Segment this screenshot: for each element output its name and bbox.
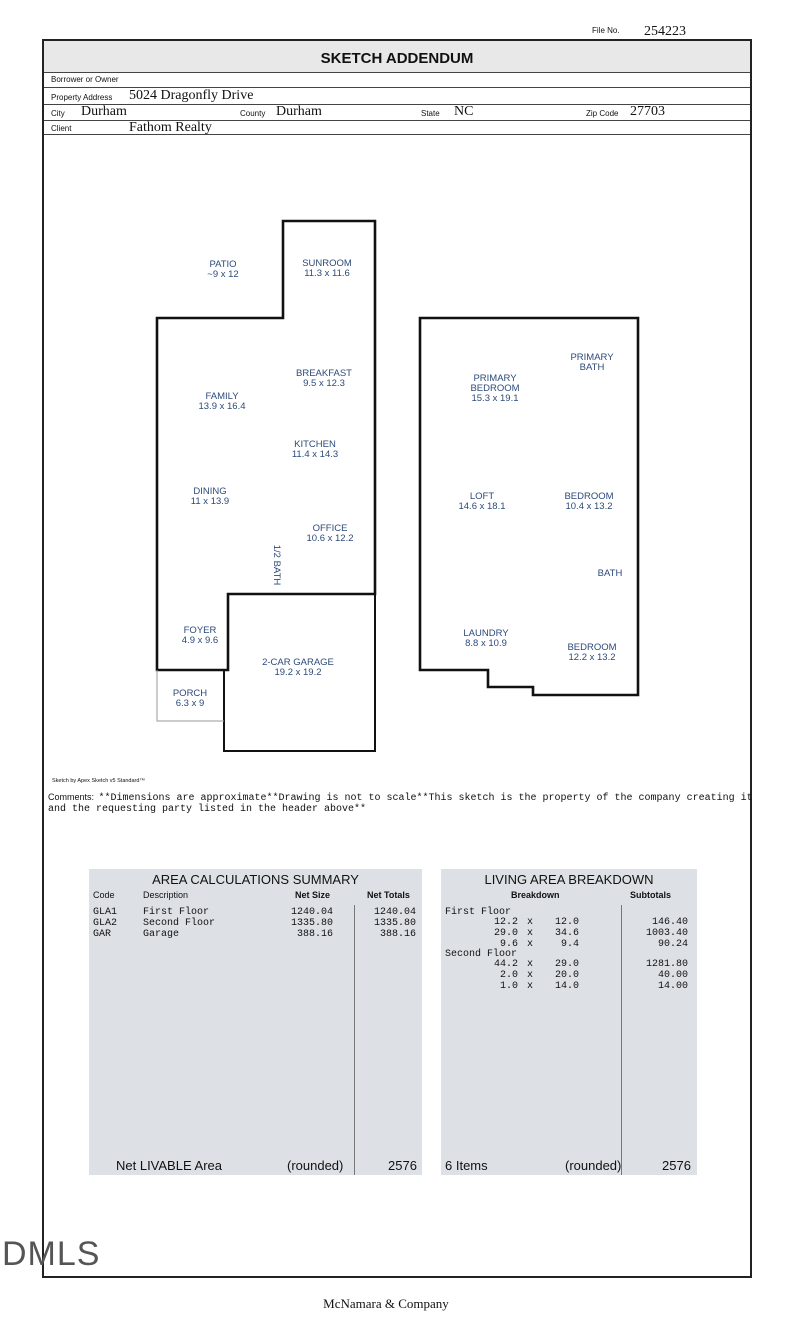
net-livable-total: 2576: [388, 1158, 417, 1173]
area-total: 1335.80: [373, 918, 416, 929]
breakdown-sub: 1003.40: [645, 928, 688, 939]
breakdown-a: 44.2: [493, 959, 518, 970]
room-bedroom-b-name: BEDROOM: [567, 642, 617, 653]
property-value: 5024 Dragonfly Drive: [129, 88, 254, 103]
room-bedroom-a-name: BEDROOM: [564, 491, 614, 502]
breakdown-sub: 40.00: [657, 970, 688, 981]
breakdown-b: 9.4: [560, 939, 579, 950]
breakdown-b: 14.0: [554, 981, 579, 992]
room-garage: [255, 658, 341, 678]
city-label: City: [51, 109, 65, 118]
area-row-2: [89, 929, 422, 940]
col-breakdown: Breakdown: [511, 890, 560, 900]
room-sunroom-name: SUNROOM: [302, 258, 352, 269]
area-code: GLA1: [93, 907, 118, 918]
breakdown-b: 12.0: [554, 917, 579, 928]
zip-value: 27703: [630, 104, 665, 119]
breakdown-a: 1.0: [499, 981, 518, 992]
col-net-size: Net Size: [295, 890, 331, 900]
state-label: State: [421, 109, 440, 118]
breakdown-items-count: 6 Items: [445, 1158, 488, 1173]
room-patio-name: PATIO: [209, 259, 237, 270]
company-footer: McNamara & Company: [323, 1296, 449, 1311]
area-size: 388.16: [296, 929, 333, 940]
area-row-1: [89, 918, 422, 929]
breakdown-x: x: [527, 928, 534, 939]
area-total: 388.16: [379, 929, 416, 940]
room-family: [182, 392, 262, 412]
area-size: 1240.04: [290, 907, 333, 918]
dmls-watermark: DMLS: [2, 1235, 101, 1273]
room-primary-bath-name1: PRIMARY: [570, 352, 614, 363]
area-desc: Second Floor: [143, 918, 216, 929]
breakdown-a: 29.0: [493, 928, 518, 939]
breakdown-row-5: [441, 981, 697, 992]
comments-label: Comments:: [48, 792, 95, 802]
room-breakfast: [288, 369, 360, 389]
breakdown-sub: 90.24: [657, 939, 688, 950]
room-loft-dims: 14.6 x 18.1: [458, 501, 506, 512]
property-label: Property Address: [51, 93, 113, 102]
breakdown-a: 2.0: [499, 970, 518, 981]
breakdown-sub: 1281.80: [645, 959, 688, 970]
room-kitchen: [277, 440, 353, 460]
city-value: Durham: [81, 104, 127, 119]
area-size: 1335.80: [290, 918, 333, 929]
breakdown-b: 20.0: [554, 970, 579, 981]
col-net-totals: Net Totals: [367, 890, 410, 900]
room-foyer-name: FOYER: [183, 625, 217, 636]
breakdown-x: x: [527, 959, 534, 970]
room-foyer: [170, 626, 230, 646]
comments-line2: and the requesting party listed in the header above**: [48, 804, 367, 815]
col-code: Code: [93, 890, 115, 900]
room-patio: [193, 260, 253, 280]
living-breakdown-panel: [441, 869, 697, 1175]
room-bedroom-a: [553, 492, 625, 512]
room-kitchen-name: KITCHEN: [294, 439, 336, 450]
room-primary-bedroom-dims: 15.3 x 19.1: [471, 393, 519, 404]
borrower-label: Borrower or Owner: [51, 75, 119, 84]
room-sunroom: [291, 259, 363, 279]
sketch-credit: Sketch by Apex Sketch v5 Standard™: [52, 778, 145, 784]
area-summary-title: AREA CALCULATIONS SUMMARY: [152, 872, 359, 887]
room-laundry-name: LAUNDRY: [463, 628, 509, 639]
room-garage-name: 2-CAR GARAGE: [262, 657, 334, 668]
col-description: Description: [143, 890, 189, 900]
room-porch: [162, 689, 218, 709]
breakdown-row-3: [441, 959, 697, 970]
room-bedroom-b-dims: 12.2 x 13.2: [568, 652, 616, 663]
room-loft: [447, 492, 517, 512]
comments-block: [48, 790, 753, 815]
room-porch-name: PORCH: [172, 688, 208, 699]
room-primary-bath: [561, 353, 623, 373]
room-breakfast-dims: 9.5 x 12.3: [303, 378, 345, 389]
breakdown-a: 12.2: [493, 917, 518, 928]
breakdown-x: x: [527, 917, 534, 928]
county-label: County: [240, 109, 266, 118]
breakdown-sub: 146.40: [651, 917, 688, 928]
room-family-name: FAMILY: [205, 391, 239, 402]
breakdown-a: 9.6: [499, 939, 518, 950]
room-primary-bedroom: [459, 374, 531, 404]
room-office-dims: 10.6 x 12.2: [306, 533, 354, 544]
breakdown-rounded: (rounded): [565, 1158, 622, 1173]
net-livable-label: Net LIVABLE Area: [116, 1158, 222, 1173]
net-livable-rounded: (rounded): [287, 1158, 344, 1173]
living-breakdown-title: LIVING AREA BREAKDOWN: [484, 872, 654, 887]
room-breakfast-name: BREAKFAST: [296, 368, 352, 379]
area-row-0: [89, 907, 422, 918]
breakdown-sub: 14.00: [657, 981, 688, 992]
area-summary-panel: [89, 869, 422, 1175]
area-summary-divider: [354, 905, 355, 1175]
room-dining-dims: 11 x 13.9: [190, 496, 230, 507]
room-porch-dims: 6.3 x 9: [175, 698, 205, 709]
col-subtotals: Subtotals: [630, 890, 672, 900]
room-dining-name: DINING: [193, 486, 227, 497]
breakdown-row-4: [441, 970, 697, 981]
client-value: Fathom Realty: [129, 120, 212, 135]
room-kitchen-dims: 11.4 x 14.3: [291, 449, 339, 460]
page-title: SKETCH ADDENDUM: [44, 41, 750, 73]
area-code: GAR: [93, 929, 112, 940]
comments-line1: **Dimensions are approximate**Drawing is not to scale**This sketch is the property of the company creating it: [98, 793, 753, 804]
room-family-dims: 13.9 x 16.4: [198, 401, 246, 412]
room-bedroom-b: [556, 643, 628, 663]
area-total: 1240.04: [373, 907, 416, 918]
county-value: Durham: [276, 104, 322, 119]
room-primary-bedroom-name1: PRIMARY: [473, 373, 517, 384]
room-laundry: [451, 629, 521, 649]
room-office: [294, 524, 366, 544]
room-garage-dims: 19.2 x 19.2: [274, 667, 322, 678]
client-label: Client: [51, 124, 72, 133]
room-office-name: OFFICE: [312, 523, 348, 534]
breakdown-x: x: [527, 939, 534, 950]
file-no-value: 254223: [644, 24, 686, 39]
first-floor-label: First Floor: [445, 907, 512, 918]
room-bath: BATH: [597, 568, 623, 579]
room-bedroom-a-dims: 10.4 x 13.2: [565, 501, 613, 512]
room-loft-name: LOFT: [469, 491, 495, 502]
file-no-label: File No.: [592, 26, 620, 35]
room-primary-bedroom-name2: BEDROOM: [470, 383, 520, 394]
room-dining: [172, 487, 248, 507]
breakdown-b: 34.6: [554, 928, 579, 939]
room-foyer-dims: 4.9 x 9.6: [181, 635, 219, 646]
breakdown-total: 2576: [662, 1158, 691, 1173]
area-code: GLA2: [93, 918, 118, 929]
room-laundry-dims: 8.8 x 10.9: [465, 638, 507, 649]
state-value: NC: [454, 104, 474, 119]
room-primary-bath-name2: BATH: [579, 362, 605, 373]
room-patio-dims: ~9 x 12: [207, 269, 239, 280]
room-half-bath: 1/2 BATH: [271, 544, 282, 586]
breakdown-x: x: [527, 970, 534, 981]
breakdown-row-1: [441, 928, 697, 939]
room-sunroom-dims: 11.3 x 11.6: [304, 268, 350, 279]
area-desc: First Floor: [143, 907, 210, 918]
breakdown-x: x: [527, 981, 534, 992]
area-desc: Garage: [143, 929, 180, 940]
zip-label: Zip Code: [586, 109, 619, 118]
second-floor-label: Second Floor: [445, 949, 518, 960]
breakdown-row-0: [441, 917, 697, 928]
breakdown-b: 29.0: [554, 959, 579, 970]
